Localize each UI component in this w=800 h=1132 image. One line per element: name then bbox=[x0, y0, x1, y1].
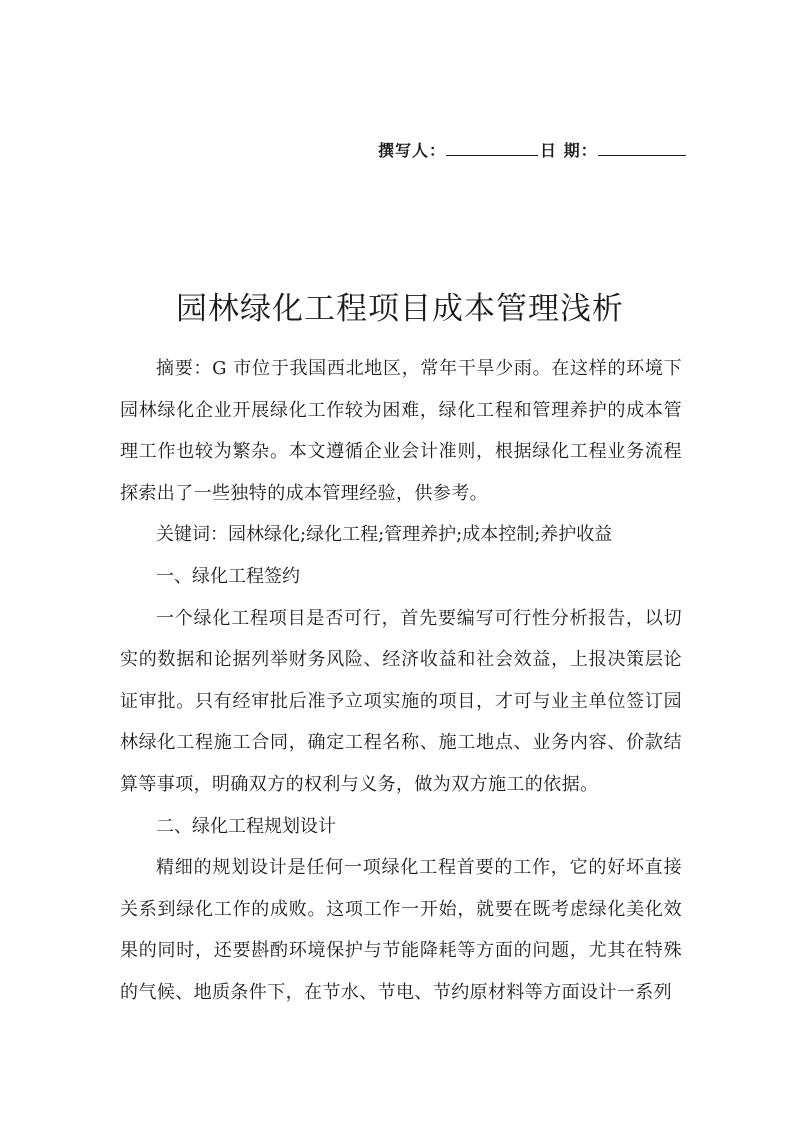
date-blank bbox=[598, 141, 686, 156]
byline bbox=[378, 138, 686, 161]
author-blank bbox=[446, 141, 538, 156]
author-label: 撰写人： bbox=[378, 141, 447, 160]
date-label: 日 期： bbox=[540, 141, 598, 160]
keywords-line: 关键词：园林绿化;绿化工程;管理养护;成本控制;养护收益 bbox=[156, 524, 613, 546]
section-paragraph: 一个绿化工程项目是否可行，首先要编写可行性分析报告，以切实的数据和论据列举财务风险、经济收益和社会效益，上报决策层论证审批。只有经审批后准予立项实施的项目，才可与业主单位签订园林绿化工程施工合同，确定工程名称、施工地点、业务内容、价款结算等事项，明确双方的权利与义务，做为双方施工的依据。 bbox=[120, 607, 682, 795]
document-body bbox=[120, 348, 682, 1014]
section-paragraph: 精细的规划设计是任何一项绿化工程首要的工作，它的好坏直接关系到绿化工作的成败。这项工作一开始，就要在既考虑绿化美化效果的同时，还要斟酌环境保护与节能降耗等方面的问题，尤其在特殊的气候、地质条件下，在节水、节电、节约原材料等方面设计一系列 bbox=[120, 857, 682, 1003]
section-heading: 一、绿化工程签约 bbox=[156, 565, 300, 587]
abstract-paragraph: 摘要：G 市位于我国西北地区，常年干旱少雨。在这样的环境下园林绿化企业开展绿化工作较为困难，绿化工程和管理养护的成本管理工作也较为繁杂。本文遵循企业会计准则，根据绿化工程业务流程探索出了一些独特的成本管理经验，供参考。 bbox=[120, 358, 682, 504]
section-heading: 二、绿化工程规划设计 bbox=[156, 815, 336, 837]
document-title: 园林绿化工程项目成本管理浅析 bbox=[176, 291, 624, 327]
